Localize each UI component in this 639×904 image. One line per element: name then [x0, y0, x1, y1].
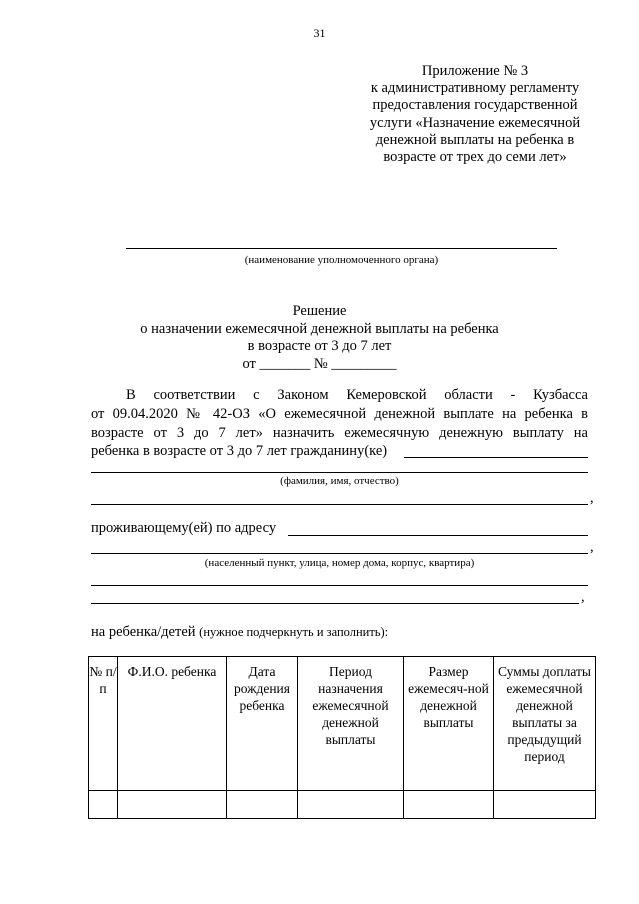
recipient-line	[91, 472, 588, 473]
comma: ,	[581, 589, 585, 605]
recipient-line	[404, 457, 588, 458]
body-line: возрасте от 3 до 7 лет» назначить ежемесячную денежную выплату на	[91, 425, 588, 441]
col-payment-amount: Размер ежемесяч-ной денежной выплаты	[404, 657, 494, 791]
appendix-line: к административному регламенту	[370, 80, 580, 97]
table-cell[interactable]	[404, 791, 494, 819]
col-birth-date: Дата рождения ребенка	[227, 657, 298, 791]
table-cell[interactable]	[298, 791, 404, 819]
children-label	[91, 623, 388, 642]
address-label: проживающему(ей) по адресу	[91, 520, 277, 536]
comma: ,	[590, 539, 594, 555]
appendix-line: предоставления государственной	[372, 97, 578, 114]
appendix-header	[340, 63, 610, 166]
table-header-row	[89, 657, 596, 791]
table-cell[interactable]	[118, 791, 227, 819]
table-row	[89, 791, 596, 819]
appendix-line: Приложение № 3	[421, 63, 529, 79]
appendix-line: возрасте от трех до семи лет»	[383, 149, 567, 166]
body-line: ребенка в возрасте от 3 до 7 лет гражданину(ке)	[91, 443, 388, 459]
title-line: от _______ № _________	[242, 355, 397, 372]
address-line	[91, 553, 588, 554]
children-label-text: на ребенка/детей	[91, 624, 196, 640]
table-cell[interactable]	[494, 791, 596, 819]
title-line: Решение	[292, 303, 347, 319]
col-payment-period: Период назначения ежемесячной денежной выплаты	[298, 657, 404, 791]
recipient-line	[91, 504, 588, 505]
col-extra-sum: Суммы доплаты ежемесячной денежной выплаты за предыдущий период	[494, 657, 596, 791]
body-line: от 09.04.2020 № 42-ОЗ «О ежемесячной денежной выплате на ребенка в	[91, 406, 588, 422]
authority-caption: (наименование уполномоченного органа)	[244, 254, 439, 266]
address-line	[91, 603, 579, 604]
children-table	[88, 656, 596, 819]
children-hint: (нужное подчеркнуть и заполнить):	[199, 625, 389, 639]
address-caption: (населенный пункт, улица, номер дома, корпус, квартира)	[204, 557, 475, 569]
authority-line	[126, 248, 557, 249]
col-number: № п/п	[89, 657, 118, 791]
table-cell[interactable]	[227, 791, 298, 819]
title-line: в возрасте от 3 до 7 лет	[247, 338, 392, 354]
body-line: В соответствии с Законом Кемеровской области - Кузбасса	[126, 387, 588, 403]
decision-title	[0, 303, 639, 373]
fio-caption: (фамилия, имя, отчество)	[280, 475, 399, 487]
appendix-line: денежной выплаты на ребенка в	[375, 131, 575, 148]
address-line	[288, 535, 588, 536]
address-line	[91, 585, 588, 586]
title-line: о назначении ежемесячной денежной выплаты на ребенка	[140, 320, 499, 337]
comma: ,	[590, 490, 594, 506]
table-cell[interactable]	[89, 791, 118, 819]
col-child-name: Ф.И.О. ребенка	[118, 657, 227, 791]
page-number: 31	[313, 26, 326, 40]
appendix-line: услуги «Назначение ежемесячной	[369, 114, 581, 131]
